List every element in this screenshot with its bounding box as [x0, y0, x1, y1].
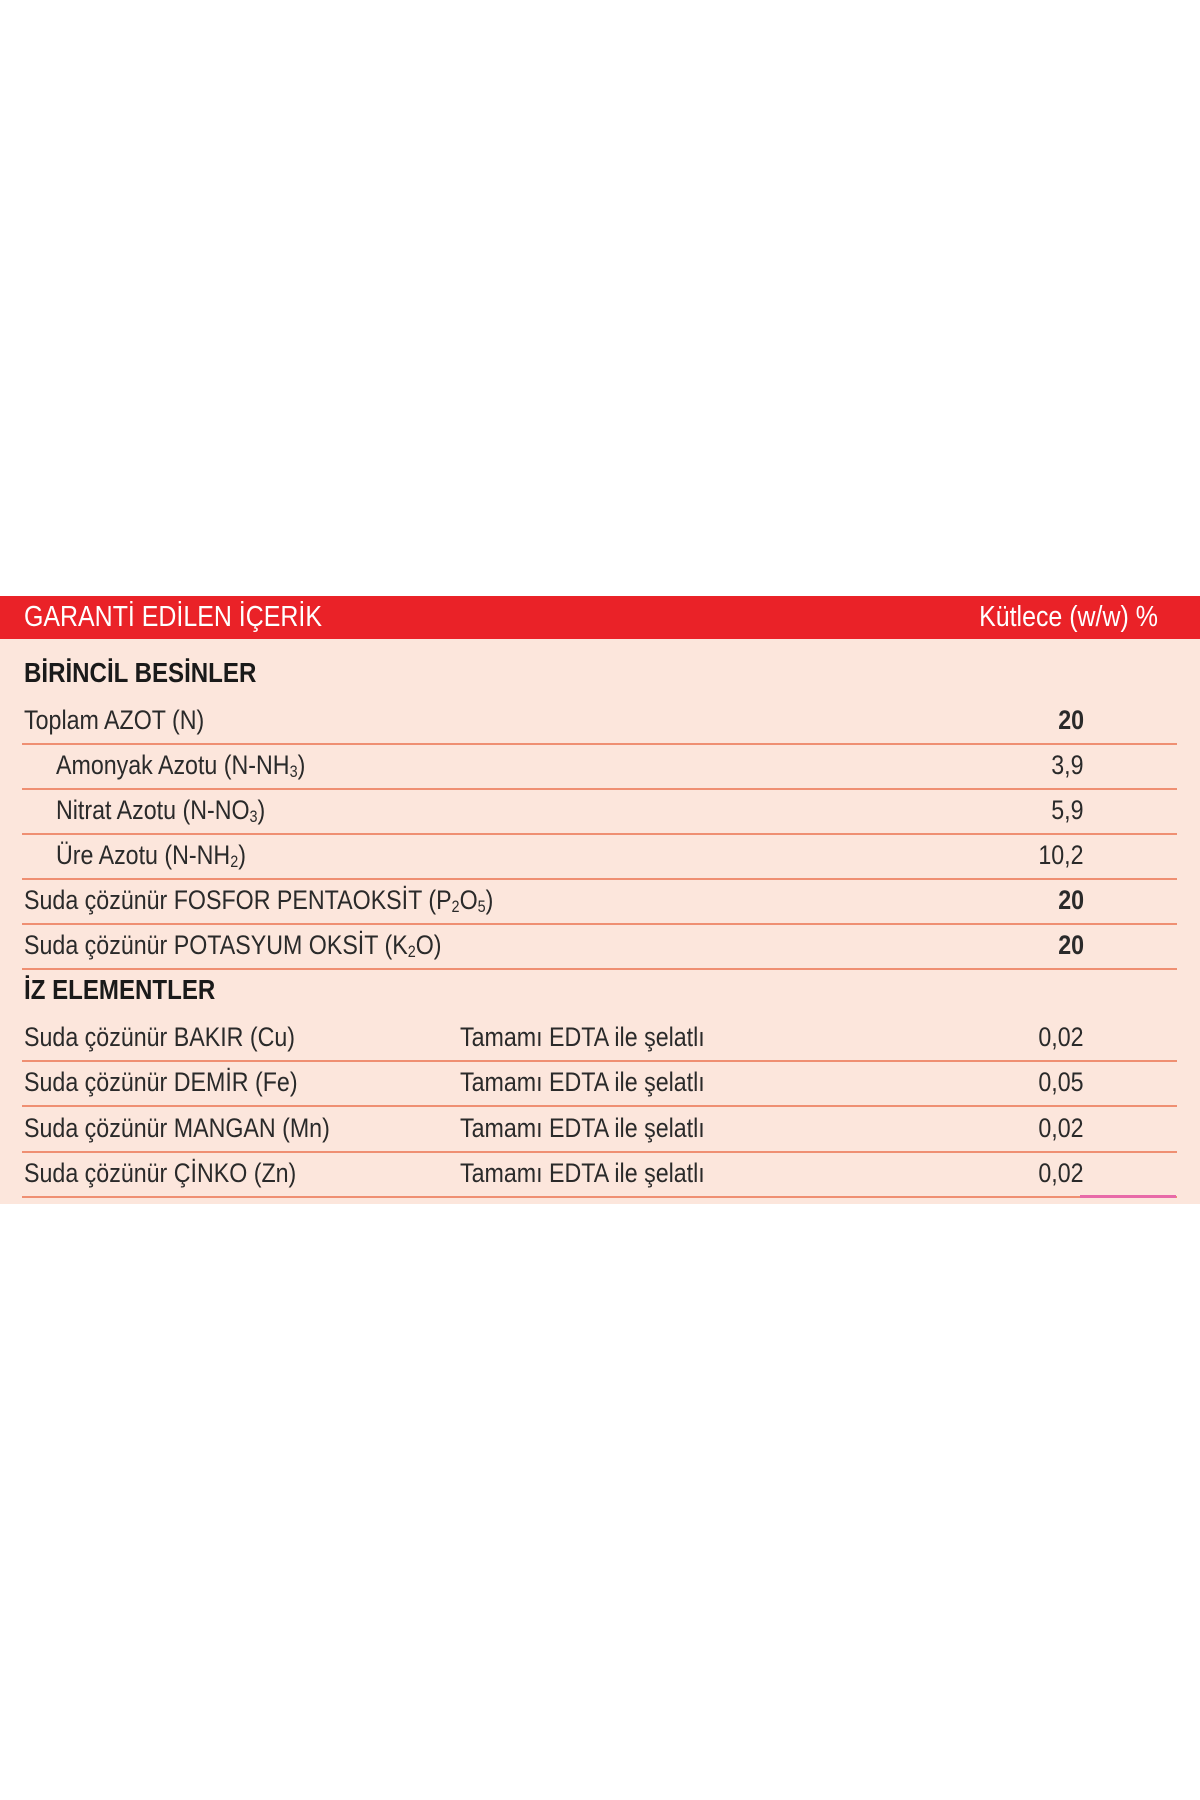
row-label: Suda çözünür FOSFOR PENTAOKSİT $(P_2O_5)$: [24, 885, 494, 916]
row-value: 3,9: [1051, 750, 1084, 780]
row-value: 0,02: [1038, 1158, 1084, 1188]
row-label: Nitrat Azotu $(N-NO_3)$: [56, 795, 266, 826]
table-header: [0, 596, 1200, 639]
row-label: Suda çözünür POTASYUM OKSİT $(K_2O)$: [24, 930, 442, 961]
table-row: [22, 878, 1177, 925]
guaranteed-content-table: [0, 596, 1200, 1204]
row-value: 20: [1058, 930, 1084, 960]
row-value: 5,9: [1051, 795, 1084, 825]
row-value: 0,02: [1038, 1022, 1084, 1052]
decorative-accent-line: [1080, 1195, 1176, 1198]
table-row: [22, 833, 1177, 880]
row-note: Tamamı EDTA ile şelatlı: [460, 1113, 705, 1143]
row-value: 10,2: [1038, 840, 1084, 870]
table-row: [22, 923, 1177, 970]
table-row: [22, 1060, 1177, 1107]
section-primary-nutrients: BİRİNCİL BESİNLER: [24, 657, 257, 688]
table-row: [22, 788, 1177, 835]
row-value: 20: [1058, 705, 1084, 735]
row-label: Toplam AZOT (N): [24, 705, 205, 735]
row-note: Tamamı EDTA ile şelatlı: [460, 1022, 705, 1052]
table-row: [22, 743, 1177, 790]
row-note: Tamamı EDTA ile şelatlı: [460, 1067, 705, 1097]
row-note: Tamamı EDTA ile şelatlı: [460, 1158, 705, 1188]
table-row: [22, 1151, 1177, 1198]
row-label: Amonyak Azotu $(N-NH_3)$: [56, 750, 306, 781]
row-value: 0,02: [1038, 1113, 1084, 1143]
row-label: Üre Azotu $(N-NH_2)$: [56, 840, 246, 871]
table-row: [22, 698, 1177, 745]
table-title: GARANTİ EDİLEN İÇERİK: [24, 601, 322, 633]
row-value: 0,05: [1038, 1067, 1084, 1097]
row-value: 20: [1058, 885, 1084, 915]
table-row: [22, 1106, 1177, 1153]
row-label: Suda çözünür MANGAN (Mn): [24, 1113, 330, 1143]
table-row: [22, 1015, 1177, 1062]
section-trace-elements: İZ ELEMENTLER: [24, 974, 216, 1005]
row-label: Suda çözünür DEMİR (Fe): [24, 1067, 298, 1097]
row-label: Suda çözünür ÇİNKO (Zn): [24, 1158, 297, 1188]
unit-column-header: Kütlece (w/w) %: [979, 601, 1158, 633]
row-label: Suda çözünür BAKIR (Cu): [24, 1022, 296, 1052]
